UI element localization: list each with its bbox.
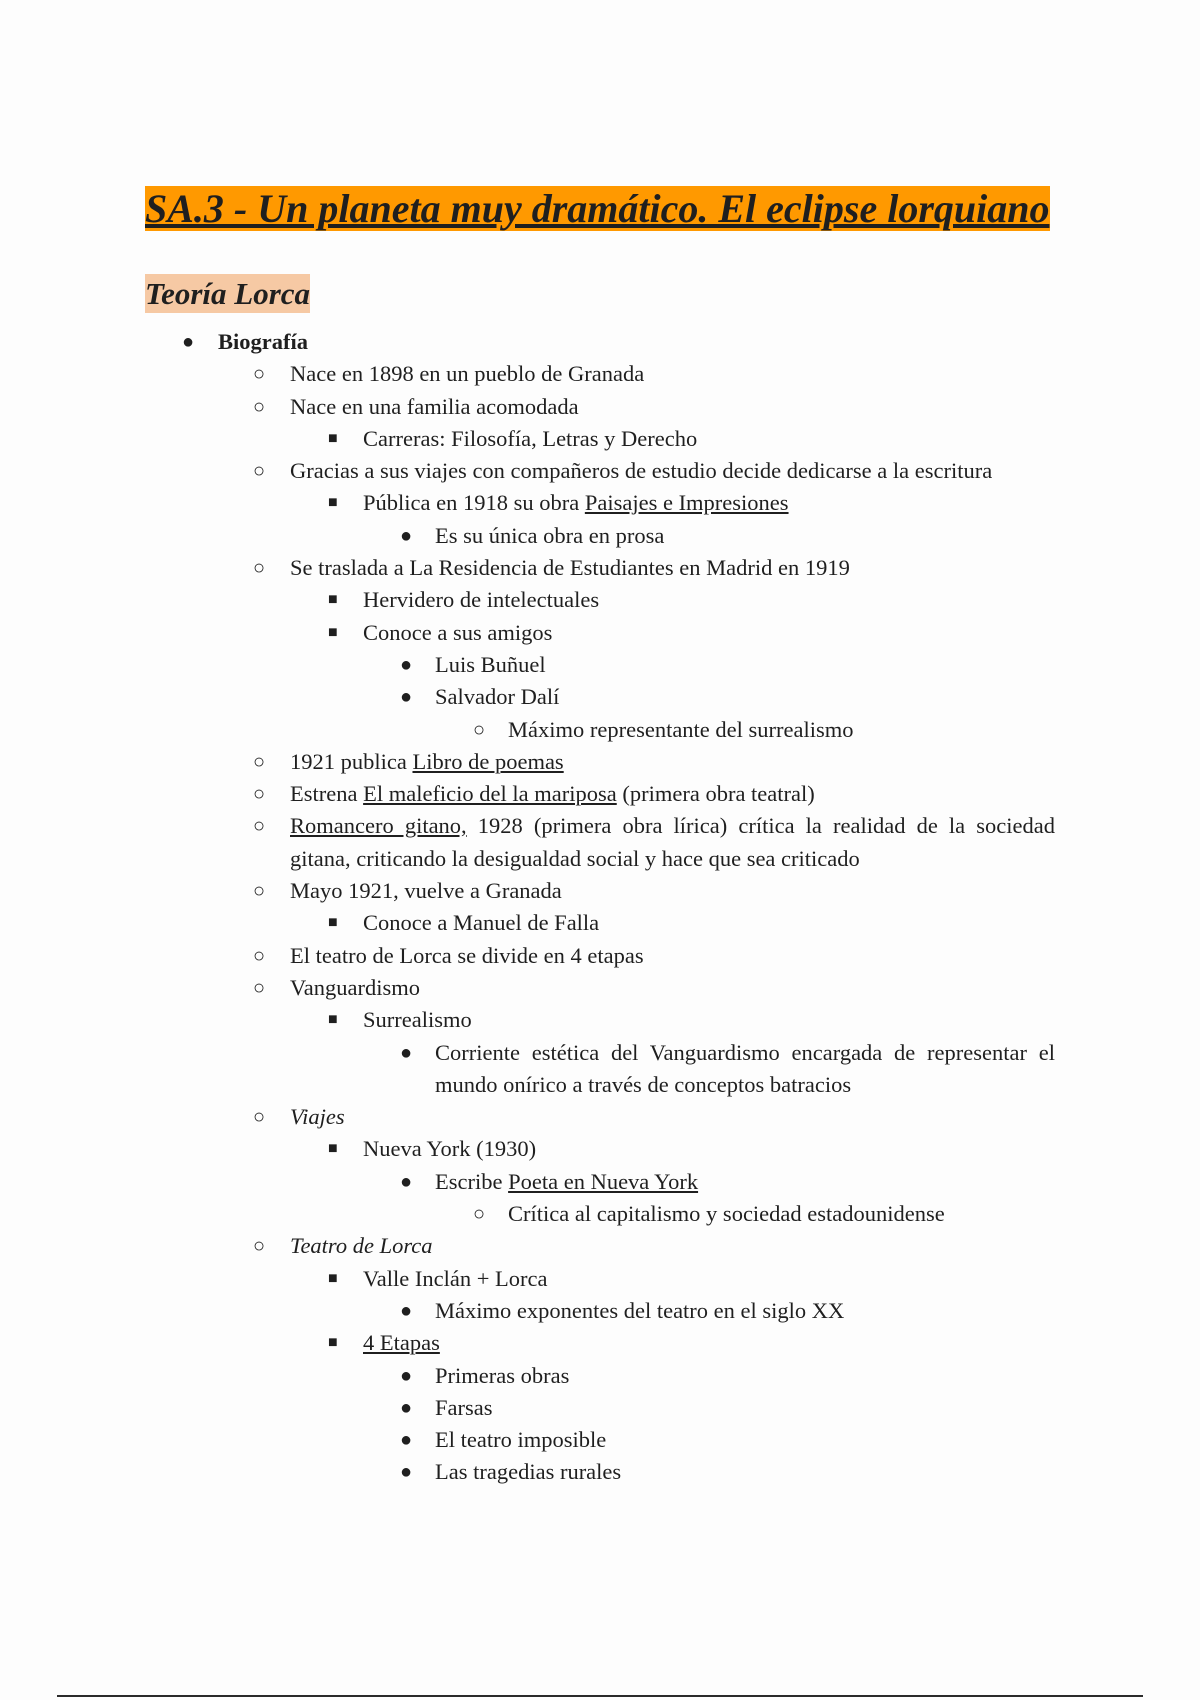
outline-text-run: Poeta en Nueva York (508, 1168, 699, 1194)
outline-text-run: Gracias a sus viajes con compañeros de estudio decide dedicarse a la escritura (290, 458, 993, 484)
outline-text-run: Carreras: Filosofía, Letras y Derecho (363, 425, 698, 451)
outline-item (145, 423, 1055, 455)
outline-item (145, 875, 1055, 907)
outline-item (145, 972, 1055, 1004)
outline-item-text (435, 1166, 1055, 1198)
outline-item-text (290, 455, 1055, 487)
bullet-icon: ● (400, 1396, 413, 1419)
outline-item (145, 1198, 1055, 1230)
bullet-icon: ● (400, 1299, 413, 1322)
bullet-icon: ● (400, 1364, 413, 1387)
outline-item-text (363, 1004, 1055, 1036)
outline-item-text (290, 1101, 1055, 1133)
outline-text-run: Nace en 1898 en un pueblo de Granada (290, 361, 645, 387)
bullet-icon: ○ (253, 944, 266, 967)
bullet-icon: ○ (253, 815, 266, 838)
outline-item-text (508, 714, 1055, 746)
outline-list (145, 326, 1055, 1489)
bullet-icon: ○ (253, 750, 266, 773)
outline-item (145, 1004, 1055, 1036)
outline-item-text (435, 1456, 1055, 1488)
outline-item-text (435, 1360, 1055, 1392)
outline-text-run: Se traslada a La Residencia de Estudiantes en Madrid en 1919 (290, 555, 850, 581)
outline-item (145, 1327, 1055, 1359)
outline-text-run: Las tragedias rurales (435, 1459, 622, 1485)
bullet-icon: ● (182, 331, 195, 353)
outline-item (145, 1392, 1055, 1424)
outline-item-text (435, 520, 1055, 552)
page-bottom-rule (57, 1695, 1143, 1697)
bullet-icon: ○ (253, 976, 266, 999)
outline-text-run: Hervidero de intelectuales (363, 587, 600, 613)
outline-item-text (290, 810, 1055, 875)
outline-item (145, 940, 1055, 972)
outline-text-run: Luis Buñuel (435, 651, 546, 677)
outline-item (145, 810, 1055, 875)
outline-item-text (290, 940, 1055, 972)
bullet-icon: ○ (253, 1106, 266, 1129)
outline-text-run: El teatro imposible (435, 1427, 607, 1453)
outline-text-run: 1921 publica (290, 748, 413, 774)
bullet-icon: ■ (328, 1334, 338, 1352)
outline-text-run: Salvador Dalí (435, 684, 560, 710)
outline-text-run: Mayo 1921, vuelve a Granada (290, 878, 562, 904)
document-title-text: SA.3 - Un planeta muy dramático. El eclipse lorquiano (145, 186, 1050, 231)
outline-text-run: Libro de poemas (412, 748, 564, 774)
outline-item (145, 681, 1055, 713)
section-heading (145, 274, 1055, 314)
bullet-icon: ● (400, 1429, 413, 1452)
outline-item (145, 455, 1055, 487)
outline-item-text (435, 649, 1055, 681)
bullet-icon: ■ (328, 623, 338, 641)
bullet-icon: ■ (328, 591, 338, 609)
outline-text-run: Valle Inclán + Lorca (363, 1265, 548, 1291)
section-heading-text: Teoría Lorca (145, 276, 311, 311)
bullet-icon: ○ (253, 783, 266, 806)
outline-item-text (290, 778, 1055, 810)
outline-text-run: Romancero gitano, (290, 813, 467, 839)
outline-text-run: Nace en una familia acomodada (290, 393, 579, 419)
outline-item (145, 487, 1055, 519)
outline-item-text (363, 1133, 1055, 1165)
outline-text-run: Biografía (218, 329, 308, 354)
outline-item-text (508, 1198, 1055, 1230)
outline-item-text (363, 1263, 1055, 1295)
bullet-icon: ○ (253, 1235, 266, 1258)
outline-item-text (435, 681, 1055, 713)
bullet-icon: ● (400, 653, 413, 676)
outline-text-run: Surrealismo (363, 1007, 472, 1033)
outline-text-run: Máximo exponentes del teatro en el siglo XX (435, 1297, 845, 1323)
outline-item-text (290, 972, 1055, 1004)
outline-item (145, 649, 1055, 681)
outline-item (145, 1263, 1055, 1295)
outline-text-run: El teatro de Lorca se divide en 4 etapas (290, 942, 644, 968)
outline-item-text (290, 552, 1055, 584)
bullet-icon: ● (400, 686, 413, 709)
outline-item (145, 617, 1055, 649)
outline-item-text (363, 423, 1055, 455)
bullet-icon: ● (400, 1461, 413, 1484)
bullet-icon: ■ (328, 914, 338, 932)
outline-text-run: Estrena (290, 781, 364, 807)
outline-text-run: Conoce a sus amigos (363, 619, 553, 645)
outline-item-text (290, 875, 1055, 907)
outline-text-run: Corriente estética del Vanguardismo encargada de representar el mundo onírico a través de conceptos batracios (435, 1039, 1055, 1097)
bullet-icon: ○ (253, 460, 266, 483)
outline-item (145, 326, 1055, 358)
outline-item-text (435, 1295, 1055, 1327)
bullet-icon: ○ (253, 557, 266, 580)
outline-item (145, 1230, 1055, 1262)
outline-text-run: Nueva York (1930) (363, 1136, 537, 1162)
outline-item-text (290, 1230, 1055, 1262)
outline-text-run: Vanguardismo (290, 974, 420, 1000)
bullet-icon: ■ (328, 1269, 338, 1287)
bullet-icon: ■ (328, 429, 338, 447)
outline-text-run: Paisajes e Impresiones (584, 490, 789, 516)
outline-item-text (435, 1424, 1055, 1456)
outline-text-run: Teatro de Lorca (290, 1233, 433, 1259)
outline-text-run: 1928 (primera obra lírica) crítica la realidad de la sociedad gitana, criticando la desigualdad social y hace que sea criticado (290, 813, 1055, 871)
outline-item-text (290, 391, 1055, 423)
outline-item (145, 520, 1055, 552)
outline-text-run: Conoce a Manuel de Falla (363, 910, 600, 936)
outline-text-run: El maleficio del la mariposa (363, 781, 617, 807)
outline-item (145, 1037, 1055, 1102)
outline-text-run: Viajes (290, 1104, 345, 1130)
outline-item-text (363, 487, 1055, 519)
outline-item-text (363, 617, 1055, 649)
outline-item-text (290, 746, 1055, 778)
outline-item (145, 1101, 1055, 1133)
outline-item-text (363, 1327, 1055, 1359)
outline-item (145, 1424, 1055, 1456)
document-title (145, 182, 1055, 236)
outline-text-run: Crítica al capitalismo y sociedad estadounidense (508, 1201, 945, 1227)
outline-text-run: Es su única obra en prosa (435, 522, 665, 548)
outline-item-text (218, 326, 1055, 358)
bullet-icon: ● (400, 524, 413, 547)
outline-item (145, 391, 1055, 423)
outline-item (145, 1166, 1055, 1198)
bullet-icon: ○ (473, 718, 486, 741)
bullet-icon: ■ (328, 494, 338, 512)
bullet-icon: ○ (473, 1203, 486, 1226)
outline-item (145, 1456, 1055, 1488)
outline-text-run: Farsas (435, 1394, 493, 1420)
document-page (145, 182, 1055, 1489)
outline-item (145, 1360, 1055, 1392)
outline-item-text (435, 1037, 1055, 1102)
outline-item (145, 584, 1055, 616)
outline-text-run: 4 Etapas (363, 1330, 440, 1356)
outline-text-run: Pública en 1918 su obra (363, 490, 585, 516)
outline-item-text (363, 584, 1055, 616)
bullet-icon: ■ (328, 1011, 338, 1029)
outline-text-run: Primeras obras (435, 1362, 570, 1388)
outline-item (145, 907, 1055, 939)
outline-item (145, 746, 1055, 778)
outline-text-run: Máximo representante del surrealismo (508, 716, 854, 742)
outline-item-text (290, 358, 1055, 390)
outline-item-text (435, 1392, 1055, 1424)
bullet-icon: ● (400, 1170, 413, 1193)
bullet-icon: ○ (253, 363, 266, 386)
bullet-icon: ■ (328, 1140, 338, 1158)
bullet-icon: ● (400, 1041, 413, 1064)
outline-item (145, 358, 1055, 390)
outline-text-run: Escribe (435, 1168, 509, 1194)
outline-item (145, 1295, 1055, 1327)
outline-text-run: (primera obra teatral) (616, 781, 815, 807)
bullet-icon: ○ (253, 395, 266, 418)
bullet-icon: ○ (253, 880, 266, 903)
outline-item (145, 1133, 1055, 1165)
outline-item (145, 714, 1055, 746)
outline-item (145, 778, 1055, 810)
outline-item (145, 552, 1055, 584)
outline-item-text (363, 907, 1055, 939)
